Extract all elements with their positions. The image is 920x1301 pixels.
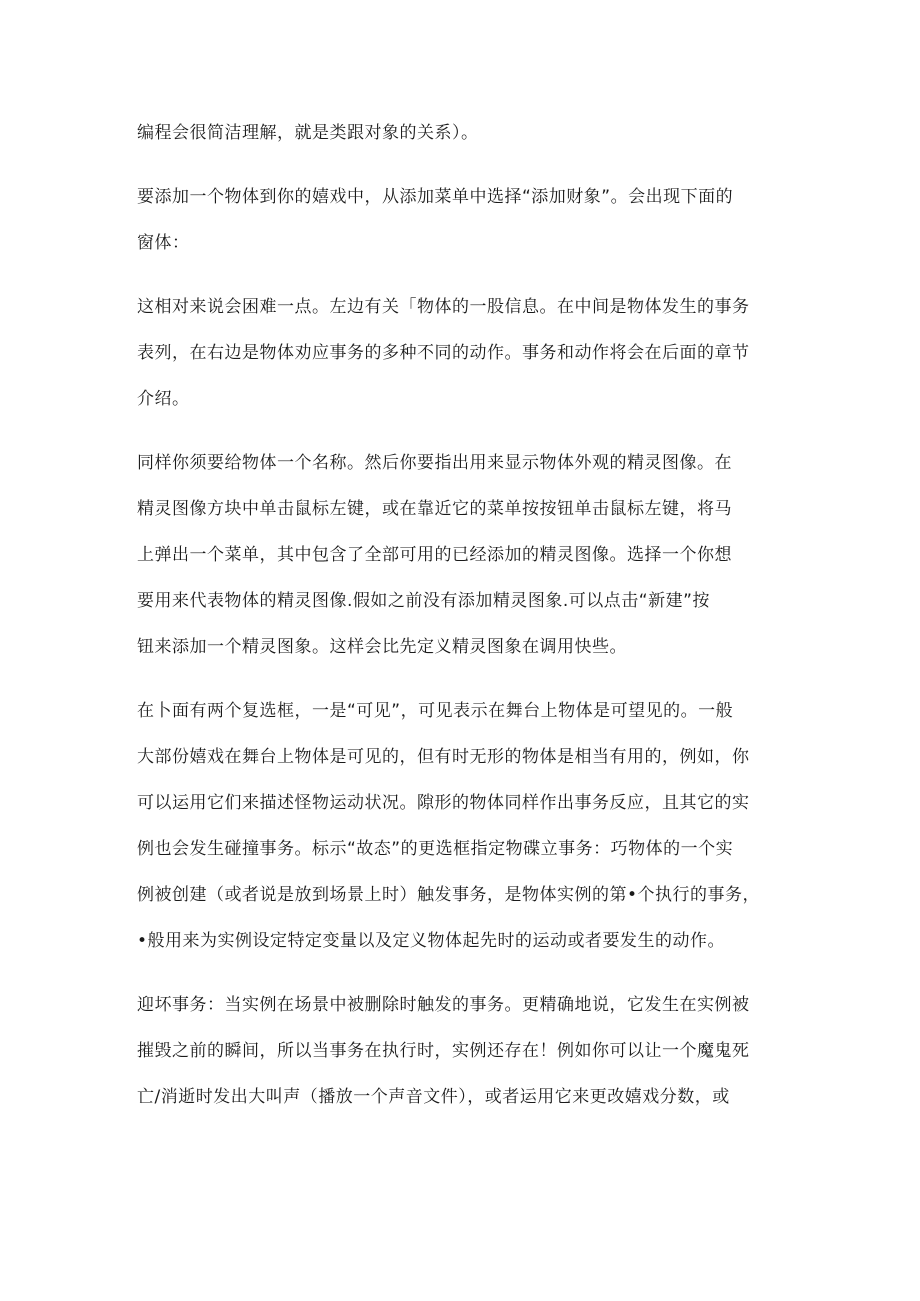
text-line: 钮来添加一个精灵图象。这样会比先定义精灵图象在调用快些。 <box>137 637 627 657</box>
paragraph-3 <box>137 284 787 422</box>
text-line: 迎坏事务：当实例在场景中被删除时触发的事务。更精确地说，它发生在实例被 <box>137 995 750 1015</box>
text-line: 亡/消逝时发出大叫声（播放一个声音文件），或者运用它来更改嬉戏分数，或 <box>137 1087 730 1107</box>
text-line: 要添加一个物体到你的嬉戏中，从添加菜单中选择“添加财象”。会出现下面的 <box>137 187 734 207</box>
text-line: 可以运用它们来描述怪物运动状况。隙形的物体同样作出事务反应，且其它的实 <box>137 793 750 813</box>
text-line: 例被创建（或者说是放到场景上时）触发事务，是物体实例的第•个执行的事务， <box>137 885 761 905</box>
paragraph-2 <box>137 174 787 266</box>
text-line: 上弹出一个菜单，其中包含了全部可用的已经添加的精灵图像。选择一个你想 <box>137 545 732 565</box>
text-line: 例也会发生碰撞事务。标示“故态”的更选框指定物碟立事务：巧物体的一个实 <box>137 839 734 859</box>
text-line: •般用来为实例设定特定变量以及定义物体起先时的运动或者要发生的动作。 <box>137 931 726 951</box>
paragraph-6 <box>137 982 787 1120</box>
text-line: 要用来代表物体的精灵图像.假如之前没有添加精灵图象.可以点击“新建”按 <box>137 591 710 611</box>
paragraph-4 <box>137 440 787 670</box>
document-body <box>137 110 787 1138</box>
text-line: 表列，在右边是物体劝应事务的多种不同的动作。事务和动作将会在后面的章节 <box>137 343 750 363</box>
paragraph-1 <box>137 110 787 156</box>
text-line: 同样你须要给物体一个名称。然后你要指出用来显示物体外观的精灵图像。在 <box>137 453 732 473</box>
text-line: 这相对来说会困难一点。左边有关「物体的一股信息。在中间是物体发生的事务 <box>137 297 750 317</box>
text-line: 在卜面有两个复选框，一是“可见”，可见表示在舞台上物体是可望见的。一般 <box>137 701 734 721</box>
paragraph-5 <box>137 688 787 964</box>
text-line: 摧毁之前的瞬间，所以当事务在执行时，实例还存在！例如你可以让一个魔鬼死 <box>137 1041 750 1061</box>
text-line: 介绍。 <box>137 389 190 409</box>
text-line: 编程会很简洁理解，就是类跟对象的关系）。 <box>137 123 479 143</box>
text-line: 窗体： <box>137 233 190 253</box>
text-line: 大部份嬉戏在舞台上物体是可见的，但有时无形的物体是相当有用的，例如，你 <box>137 747 750 767</box>
text-line: 精灵图像方块中单击鼠标左键，或在靠近它的菜单按按钮单击鼠标左键，将马 <box>137 499 732 519</box>
